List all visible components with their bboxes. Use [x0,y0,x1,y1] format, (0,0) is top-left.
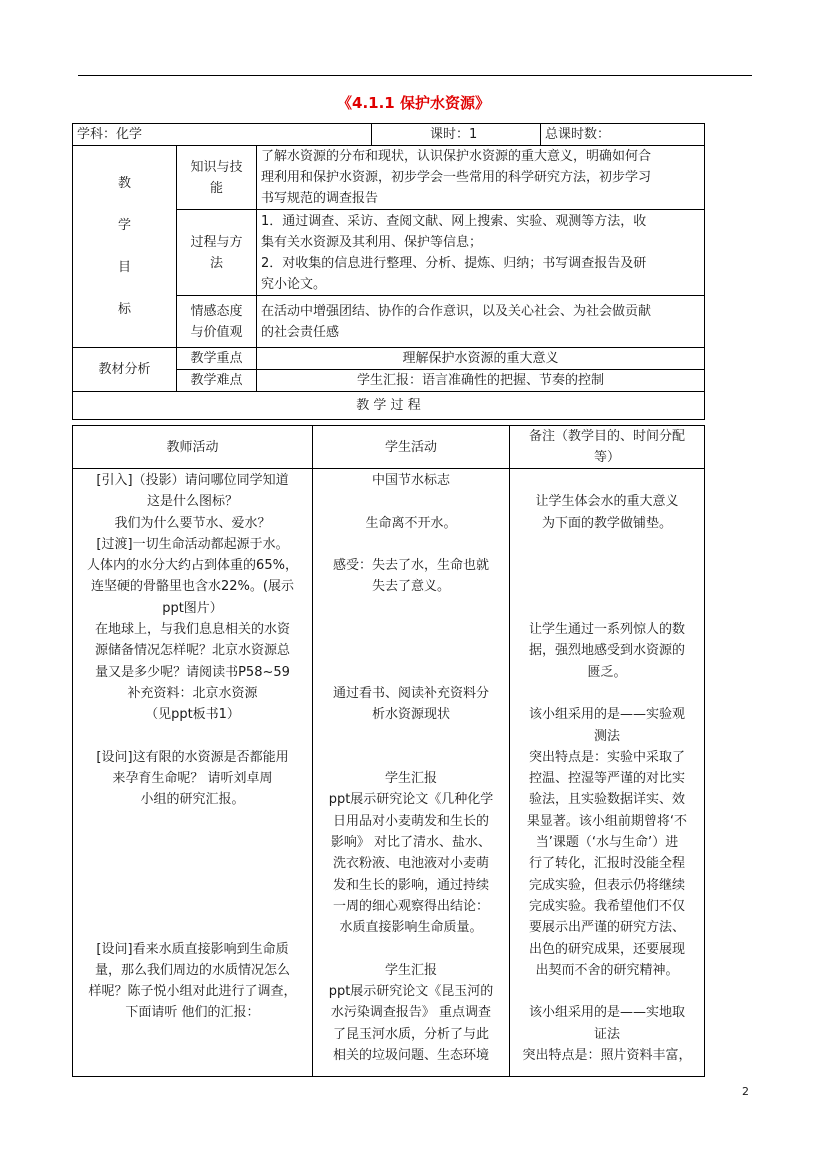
process-table [72,425,705,1077]
teacher-line: （见ppt板书1） [145,707,240,723]
student-line: 学生汇报 [384,771,437,787]
teacher-line: 这是什么图标？ [146,494,238,510]
student-column-header: 学生活动 [313,426,510,469]
teacher-line [73,917,312,938]
attitude-label: 情感态度 与价值观 [177,296,257,348]
key-point-label: 教学重点 [177,348,257,370]
teacher-line [73,875,312,896]
student-line: ppt展示研究论文《昆玉河的 [328,984,494,1000]
note-line: 突出特点是：照片资料丰富， [522,1048,692,1064]
teacher-line [73,896,312,917]
student-line: 中国节水标志 [371,473,450,488]
lesson-info-table [72,123,705,420]
process-title: 教 学 过 程 [73,392,705,420]
knowledge-text: 了解水资源的分布和现状，认识保护水资源的重大意义，明确如何合 理利用和保护水资源，初步学会一些常用的科学研究方法，初步学习 书写规范的调查报告 [257,146,705,210]
student-line: 相关的垃圾问题、生态环境 [332,1048,489,1064]
student-line: 一周的细心观察得出结论： [332,898,489,914]
student-line: 生命离不开水。 [365,515,457,531]
student-line: 感受：失去了水，生命也就 [332,558,489,574]
subject-cell: 学科：化学 [73,124,372,146]
key-point-text: 理解保护水资源的重大意义 [257,348,705,370]
note-line: 该小组采用的是——实验观 [528,707,685,723]
note-line [510,683,704,704]
student-line [313,939,509,960]
header-rule [78,75,752,76]
lesson-cell: 课时：1 [372,124,541,146]
difficulty-text: 学生汇报：语言准确性的把握、节奏的控制 [257,370,705,392]
teacher-line: 样呢？陈子悦小组对此进行了调查， [88,984,297,1000]
note-lines [510,470,704,1066]
teacher-line: ppt图片） [162,600,223,616]
student-line: 日用品对小麦萌发和生长的 [332,813,489,829]
student-line: 水污染调查报告》 重点调查 [330,1005,492,1021]
student-line [313,640,509,661]
student-line: 水质直接影响生命质量。 [339,920,483,936]
teacher-line: 来孕育生命呢？ 请听刘卓周 [112,771,273,787]
note-line [510,576,704,597]
teacher-line [73,832,312,853]
difficulty-label: 教学难点 [177,370,257,392]
objectives-char: 目 [117,259,131,275]
teacher-lines [73,470,312,1024]
total-lessons-cell: 总课时数： [541,124,705,146]
student-line [313,747,509,768]
student-line [313,662,509,683]
note-line: 当’课题（‘水与生命’）进 [535,835,679,851]
teacher-line: 在地球上，与我们息息相关的水资 [94,622,290,638]
note-line: 让学生通过一系列惊人的数 [528,622,685,638]
note-column-header: 备注（教学目的、时间分配 等） [510,426,705,469]
student-line: 失去了意义。 [371,579,450,595]
student-lines [313,470,509,1066]
note-line: 控温、控湿等严谨的对比实 [528,771,685,787]
knowledge-label: 知识与技 能 [177,146,257,210]
note-line [510,534,704,555]
teacher-line [73,853,312,874]
student-line: 洗衣粉液、电池液对小麦萌 [332,856,489,872]
note-line: 出色的研究成果，还要展现 [528,941,685,957]
attitude-text: 在活动中增强团结、协作的合作意识，以及关心社会、为社会做贡献 的社会责任感 [257,296,705,348]
student-activity-cell [313,469,510,1077]
note-line: 该小组采用的是——实地取 [528,1005,685,1021]
process-method-text: 1．通过调查、采访、查阅文献、网上搜索、实验、观测等方法，收 集有关水资源及其利用、保护等信息； 2．对收集的信息进行整理、分析、提炼、归纳；书写调查报告及研 究小论文。 [257,210,705,296]
teacher-column-header: 教师活动 [73,426,313,469]
note-line: 让学生体会水的重大意义 [535,494,679,510]
note-line: 测法 [593,728,620,744]
teacher-line: 下面请听 他们的汇报： [125,1005,260,1021]
teacher-activity-cell [73,469,313,1077]
teacher-line: 量，那么我们周边的水质情况怎么 [94,962,290,978]
teacher-line [73,811,312,832]
student-line: 学生汇报 [384,962,437,978]
note-line: 要展示出严谨的研究方法、 [528,920,685,936]
note-line [510,598,704,619]
student-line [313,726,509,747]
teacher-line: 我们为什么要节水、爱水？ [114,515,271,531]
document-title: 《4.1.1 保护水资源》 [337,94,490,112]
teacher-line: 连坚硬的骨骼里也含水22%。(展示 [91,579,294,595]
objectives-char: 学 [117,217,131,233]
note-line: 据，强烈地感受到水资源的 [528,643,685,659]
teacher-line: 小组的研究汇报。 [140,792,245,808]
teacher-line: [设问]这有限的水资源是否都能用 [96,749,289,765]
student-line: 析水资源现状 [371,707,450,723]
teacher-line: 补充资料：北京水资源 [127,685,258,701]
student-line [313,491,509,512]
teacher-line [73,726,312,747]
student-line: 通过看书、阅读补充资料分 [332,685,489,701]
teacher-line: 源储备情况怎样呢？北京水资源总 [94,643,290,659]
note-line: 匮乏。 [587,664,627,680]
note-line: 突出特点是：实验中采取了 [528,749,685,765]
teacher-line: 人体内的水分大约占到体重的65%， [87,558,298,574]
student-line [313,598,509,619]
note-line: 出契而不舍的研究精神。 [535,962,679,978]
note-line: 果显著。该小组前期曾将‘不 [526,813,688,829]
note-line: 验法，且实验数据详实、效 [528,792,685,808]
teacher-line: [过渡]一切生命活动都起源于水。 [96,536,289,552]
teacher-line: [设问]看来水质直接影响到生命质 [96,941,289,957]
process-method-label: 过程与方 法 [177,210,257,296]
student-line: ppt展示研究论文《几种化学 [328,792,494,808]
note-line: 为下面的教学做铺垫。 [541,515,672,531]
student-line: 影响》 对比了清水、盐水、 [330,835,492,851]
objectives-char: 标 [117,301,131,317]
note-line [510,981,704,1002]
note-cell [510,469,705,1077]
student-line [313,534,509,555]
note-line: 证法 [593,1026,620,1042]
student-line: 了昆玉河水质，分析了与此 [332,1026,489,1042]
teacher-line: 量又是多少呢？请阅读书P58~59 [95,664,290,680]
note-line: 行了转化，汇报时没能全程 [528,856,685,872]
page-number: 2 [742,1085,749,1098]
note-line: 完成实验。我希望他们不仅 [528,898,685,914]
analysis-label: 教材分析 [73,348,177,392]
student-line: 发和生长的影响，通过持续 [332,877,489,893]
teacher-line: [引入]（投影）请问哪位同学知道 [96,473,289,488]
note-line [510,555,704,576]
student-line [313,619,509,640]
note-line [510,470,704,491]
note-line: 完成实验，但表示仍将继续 [528,877,685,893]
objectives-label [73,146,177,348]
objectives-char: 教 [117,175,131,191]
